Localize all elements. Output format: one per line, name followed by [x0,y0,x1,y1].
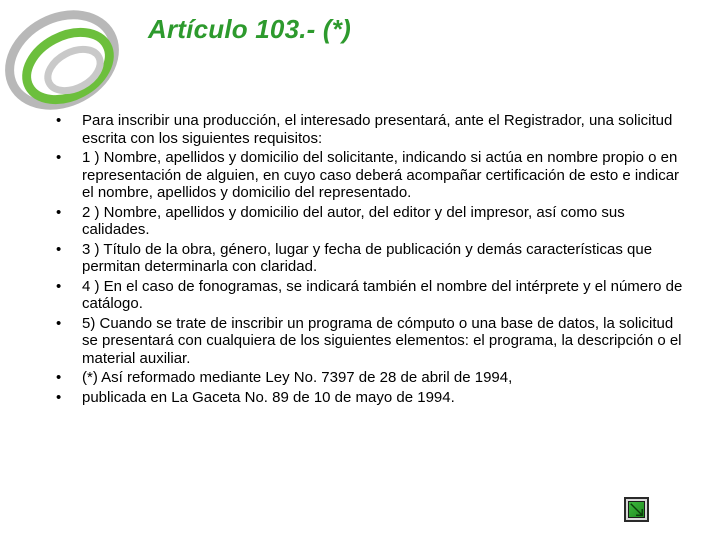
list-item [56,315,690,368]
list-item [56,112,690,147]
list-item-text: Para inscribir una producción, el interesado presentará, ante el Registrador, una solicitud escrita con los siguientes requisitos: [82,112,673,147]
list-item [56,369,690,387]
list-item [56,204,690,239]
next-slide-button[interactable] [624,497,649,522]
list-item-text: (*) Así reformado mediante Ley No. 7397 de 28 de abril de 1994, [82,369,513,386]
slide-title: Artículo 103.- (*) [148,14,351,44]
ring-logo-icon [0,0,150,130]
list-item-text: 2 ) Nombre, apellidos y domicilio del autor, del editor y del impresor, así como sus calidades. [82,203,625,238]
bullet-dot: • [56,277,62,295]
bullet-list [56,112,690,408]
list-item [56,278,690,313]
list-item [56,149,690,202]
bullet-dot: • [56,112,62,129]
bullet-dot: • [56,149,62,166]
diagonal-arrow-icon [629,502,644,517]
list-item-text: 5) Cuando se trate de inscribir un programa de cómputo o una base de datos, la solicitud se presentará con cualquiera de los siguientes elementos: el programa, la descripción o el material auxiliar. [82,314,682,367]
list-item [56,389,690,407]
list-item-text: 1 ) Nombre, apellidos y domicilio del solicitante, indicando si actúa en nombre propio o en representación de alguien, en cuyo caso deberá acompañar certificación de esto e indicar el nombre, apellidos y domicilio del representado. [82,149,680,201]
list-item-text: 4 ) En el caso de fonogramas, se indicará también el nombre del intérprete y el número de catálogo. [82,277,683,312]
bullet-dot: • [56,240,62,258]
list-item-text: 3 ) Título de la obra, género, lugar y fecha de publicación y demás características que permitan determinarla con claridad. [82,240,653,275]
bullet-dot: • [56,314,62,332]
list-item-text: publicada en La Gaceta No. 89 de 10 de mayo de 1994. [82,388,455,406]
next-slide-button-face [628,501,645,518]
bullet-dot: • [56,203,62,221]
list-item [56,241,690,276]
bullet-dot: • [56,388,62,406]
bullet-dot: • [56,369,62,386]
